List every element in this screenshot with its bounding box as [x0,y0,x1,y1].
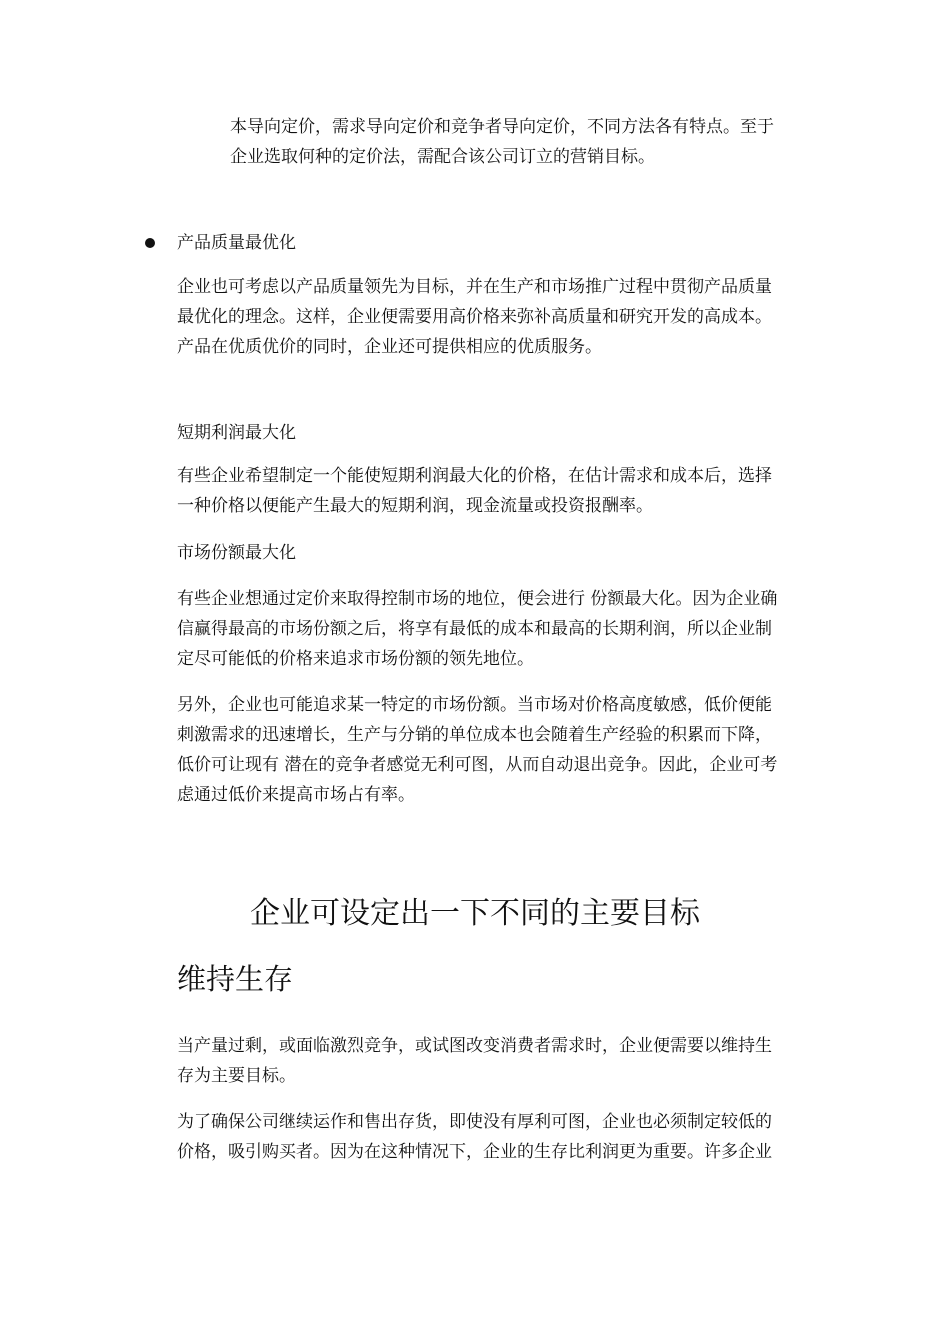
text-line: 定尽可能低的价格来追求市场份额的领先地位。 [177,649,534,669]
short-term-heading: 短期利润最大化 [177,423,296,443]
text-line: 为了确保公司继续运作和售出存货，即使没有厚利可图，企业也必须制定较低的 [177,1112,772,1132]
text-line: 企业也可考虑以产品质量领先为目标，并在生产和市场推广过程中贯彻产品质量 [177,277,772,297]
bullet-icon [145,238,155,248]
market-share-paragraph [177,584,777,674]
text-line: 当产量过剩，或面临激烈竞争，或试图改变消费者需求时，企业便需要以维持生 [177,1036,772,1056]
market-share-extra-paragraph [177,690,777,810]
bullet-label: 产品质量最优化 [177,233,296,253]
short-term-paragraph [177,461,772,521]
intro-paragraph [230,112,774,172]
text-line: 本导向定价，需求导向定价和竞争者导向定价，不同方法各有特点。至于 [230,117,774,137]
section-title: 企业可设定出一下不同的主要目标 [250,896,700,931]
text-line: 有些企业希望制定一个能使短期利润最大化的价格，在估计需求和成本后，选择 [177,466,772,486]
market-share-heading: 市场份额最大化 [177,543,296,563]
text-line: 低价可让现有 潜在的竞争者感觉无利可图，从而自动退出竞争。因此，企业可考 [177,755,778,775]
survival-paragraph-2 [177,1107,772,1167]
text-line: 虑通过低价来提高市场占有率。 [177,785,415,805]
text-line: 刺激需求的迅速增长，生产与分销的单位成本也会随着生产经验的积累而下降， [177,725,772,745]
section-subtitle: 维持生存 [177,962,294,996]
text-line: 另外，企业也可能追求某一特定的市场份额。当市场对价格高度敏感，低价便能 [177,695,772,715]
survival-paragraph [177,1031,772,1091]
text-line: 企业选取何种的定价法，需配合该公司订立的营销目标。 [230,147,655,167]
text-line: 一种价格以便能产生最大的短期利润，现金流量或投资报酬率。 [177,496,653,516]
text-line: 产品在优质优价的同时，企业还可提供相应的优质服务。 [177,337,602,357]
text-line: 信赢得最高的市场份额之后，将享有最低的成本和最高的长期利润，所以企业制 [177,619,772,639]
text-line: 价格，吸引购买者。因为在这种情况下，企业的生存比利润更为重要。许多企业 [177,1142,772,1162]
quality-paragraph [177,272,772,362]
text-line: 有些企业想通过定价来取得控制市场的地位，便会进行 份额最大化。因为企业确 [177,589,778,609]
text-line: 最优化的理念。这样，企业便需要用高价格来弥补高质量和研究开发的高成本。 [177,307,772,327]
text-line: 存为主要目标。 [177,1066,296,1086]
